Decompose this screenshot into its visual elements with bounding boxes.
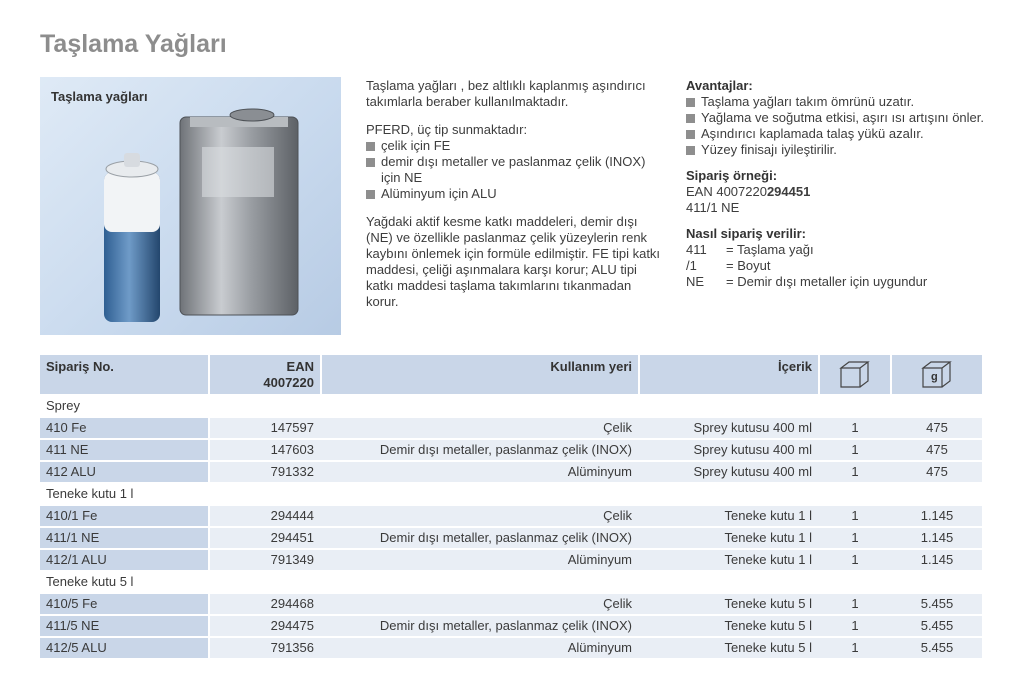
types-list [366,122,666,202]
table-row [40,527,982,549]
group-title: Teneke kutu 1 l [46,486,134,501]
content-cell: Teneke kutu 5 l [724,596,812,611]
photo-label: Taşlama yağları [51,89,148,104]
list-item: Yüzey finisajı iyileştirilir. [686,142,986,158]
ean-cell: 294451 [270,530,314,545]
package-box-icon [838,359,872,389]
package-qty-cell: 1 [851,640,859,655]
content-cell: Sprey kutusu 400 ml [693,420,812,435]
ean-cell: 791332 [270,464,314,479]
header-usage: Kullanım yeri [322,355,638,394]
list-item: Alüminyum için ALU [366,186,666,202]
content-cell: Teneke kutu 1 l [724,508,812,523]
content-cell: Teneke kutu 5 l [724,618,812,633]
advantages-section [686,78,986,158]
ean-cell: 294468 [270,596,314,611]
square-bullet-icon [366,142,375,151]
content-cell: Teneke kutu 1 l [724,552,812,567]
order-cell: 411/1 NE [40,528,208,548]
how-to-order-title: Nasıl sipariş verilir: [686,226,806,241]
order-example-section [686,168,986,216]
product-table [40,355,982,659]
list-item: çelik için FE [366,138,666,154]
order-cell: 410 Fe [40,418,208,438]
package-qty-cell: 1 [851,618,859,633]
content-cell: Teneke kutu 5 l [724,640,812,655]
list-item: Yağlama ve soğutma etkisi, aşırı ısı artışını önler. [686,110,986,126]
weight-cell: 5.455 [920,596,954,611]
ean-cell: 147603 [270,442,314,457]
product-illustration [40,77,341,335]
how-to-order-section [686,226,986,290]
additive-description: Yağdaki aktif kesme katkı maddeleri, demir dışı (NE) ve özellikle paslanmaz çelik yüzeylerin renk kaybını önlemek için formüle edilmiştir. FE tipi katkı maddesi, çeliği aşınmalara karşı korur; ALU tipi katkı maddesi taşlama takımlarını tıkanmadan korur. [366,214,661,309]
usage-cell: Alüminyum [567,640,632,655]
product-photo [40,77,341,335]
weight-cell: 1.145 [920,530,954,545]
weight-cell: 475 [926,464,948,479]
square-bullet-icon [366,190,375,199]
content-cell: Sprey kutusu 400 ml [693,464,812,479]
order-cell: 412 ALU [40,462,208,482]
header-order-no: Sipariş No. [40,355,208,394]
ean-cell: 791349 [270,552,314,567]
how-to-order-line: /1 = Boyut [686,258,771,273]
usage-cell: Demir dışı metaller, paslanmaz çelik (INOX) [379,530,632,545]
package-qty-cell: 1 [851,442,859,457]
group-title: Sprey [46,398,80,413]
description-column [366,78,666,322]
usage-cell: Demir dışı metaller, paslanmaz çelik (INOX) [379,618,632,633]
order-cell: 411/5 NE [40,616,208,636]
order-cell: 412/5 ALU [40,638,208,658]
weight-cell: 1.145 [920,552,954,567]
square-bullet-icon [686,98,695,107]
header-ean: EAN 4007220 [210,355,320,394]
table-row [40,549,982,571]
list-item: Taşlama yağları takım ömrünü uzatır. [686,94,986,110]
square-bullet-icon [686,130,695,139]
order-cell: 411 NE [40,440,208,460]
table-row [40,637,982,659]
package-qty-cell: 1 [851,508,859,523]
page-title: Taşlama Yağları [40,30,227,58]
order-cell: 410/1 Fe [40,506,208,526]
order-cell: 412/1 ALU [40,550,208,570]
content-cell: Sprey kutusu 400 ml [693,442,812,457]
order-example-title: Sipariş örneği: [686,168,778,183]
table-row [40,461,982,483]
usage-cell: Çelik [603,508,632,523]
usage-cell: Alüminyum [567,552,632,567]
table-row [40,439,982,461]
package-qty-cell: 1 [851,530,859,545]
usage-cell: Demir dışı metaller, paslanmaz çelik (INOX) [379,442,632,457]
square-bullet-icon [686,114,695,123]
order-cell: 410/5 Fe [40,594,208,614]
weight-cell: 5.455 [920,640,954,655]
tin-canister [180,109,298,315]
table-row [40,417,982,439]
weight-unit: g [931,371,938,383]
package-qty-cell: 1 [851,464,859,479]
how-to-order-line: NE = Demir dışı metaller için uygundur [686,274,928,289]
weight-cell: 1.145 [920,508,954,523]
package-qty-cell: 1 [851,420,859,435]
list-item: Aşındırıcı kaplamada talaş yükü azalır. [686,126,986,142]
weight-cell: 5.455 [920,618,954,633]
weight-cell: 475 [926,420,948,435]
how-to-order-line: 411 = Taşlama yağı [686,242,814,257]
package-qty-cell: 1 [851,552,859,567]
header-package [820,355,890,394]
square-bullet-icon [686,146,695,155]
table-row [40,593,982,615]
content-cell: Teneke kutu 1 l [724,530,812,545]
order-example-ean: EAN 4007220294451 [686,184,811,199]
order-example-code: 411/1 NE [686,200,740,215]
ean-cell: 294475 [270,618,314,633]
group-title: Teneke kutu 5 l [46,574,134,589]
usage-cell: Alüminyum [567,464,632,479]
spray-can [104,153,160,322]
list-item: demir dışı metaller ve paslanmaz çelik (INOX) için NE [366,154,666,186]
package-qty-cell: 1 [851,596,859,611]
table-row [40,615,982,637]
intro-text: Taşlama yağları , bez altlıklı kaplanmış aşındırıcı takımlarla beraber kullanılmaktadır. [366,78,646,109]
square-bullet-icon [366,158,375,167]
ean-cell: 791356 [270,640,314,655]
usage-cell: Çelik [603,596,632,611]
types-intro: PFERD, üç tip sunmaktadır: [366,122,528,137]
weight-cell: 475 [926,442,948,457]
table-row [40,505,982,527]
header-content: İçerik [640,355,818,394]
table-body [40,395,982,659]
header-weight [892,355,982,394]
table-header [40,355,982,395]
advantages-title: Avantajlar: [686,78,753,93]
ean-cell: 147597 [270,420,314,435]
usage-cell: Çelik [603,420,632,435]
ean-cell: 294444 [270,508,314,523]
info-column [686,78,986,300]
